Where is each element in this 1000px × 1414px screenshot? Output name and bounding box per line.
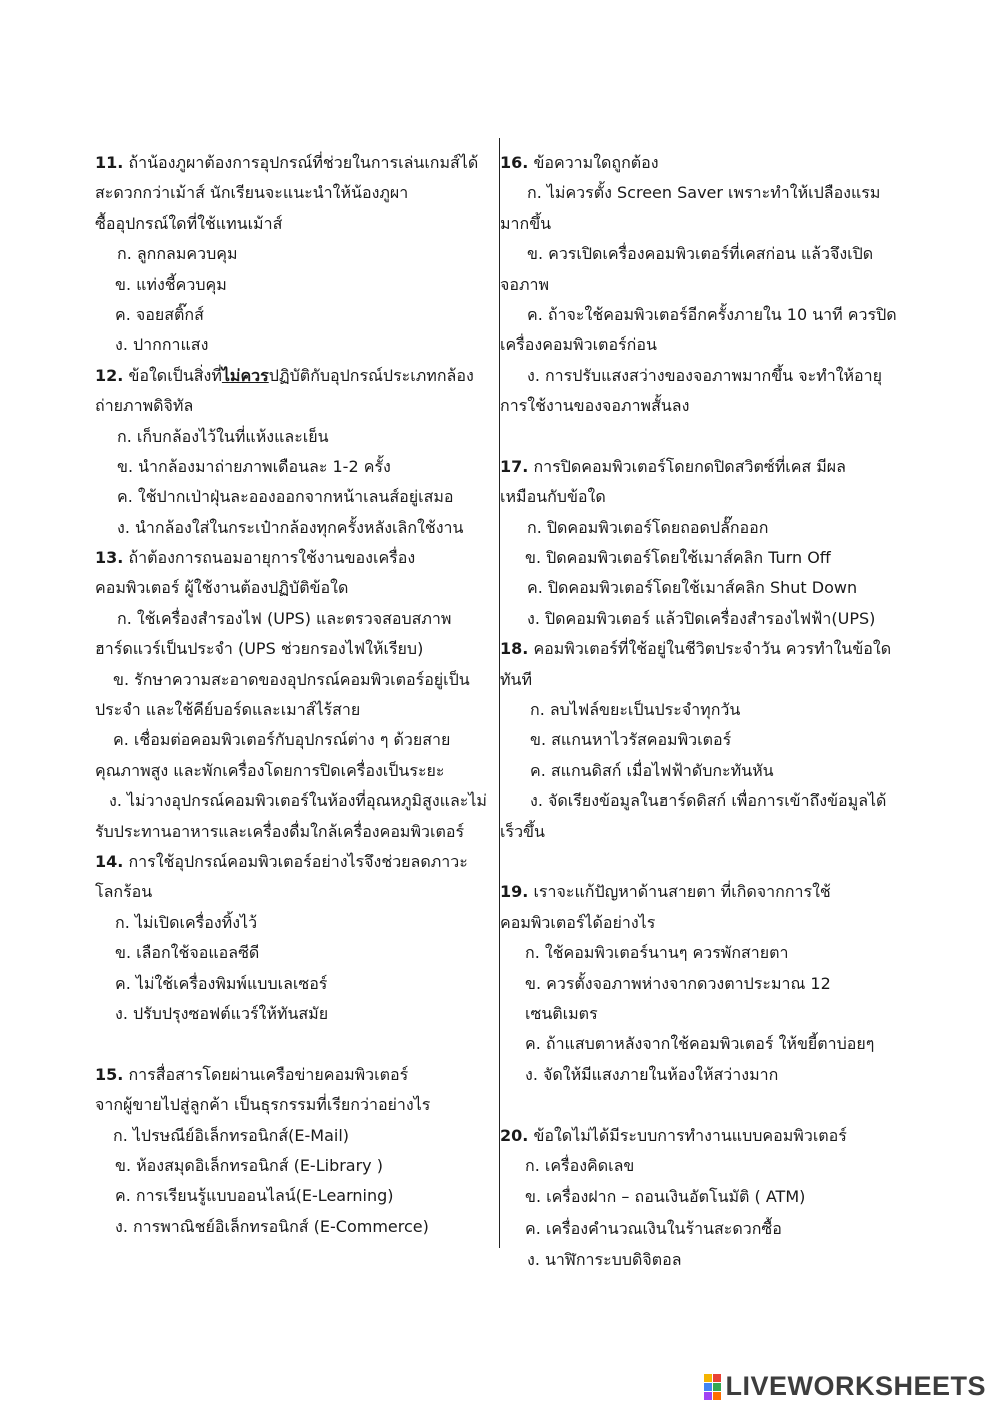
choice-c[interactable]: ค. ถ้าจะใช้คอมพิวเตอร์อีกครั้งภายใน 10 นาที ควรปิด xyxy=(527,304,897,324)
choice-c-cont: คุณภาพสูง และพักเครื่องโดยการปิดเครื่องเป็นระยะ xyxy=(95,760,445,780)
question-16 xyxy=(500,148,910,422)
question-18 xyxy=(500,634,910,847)
logo-tile xyxy=(704,1383,712,1391)
question-stem: ทันที xyxy=(500,669,533,689)
question-stem: ปฏิบัติกับอุปกรณ์ประเภทกล้อง xyxy=(268,365,474,385)
question-stem: การปิดคอมพิวเตอร์โดยกดปิดสวิตซ์ที่เคส มีผล xyxy=(533,456,846,476)
question-19 xyxy=(500,877,910,1090)
question-11 xyxy=(95,148,495,361)
choice-c[interactable]: ค. การเรียนรู้แบบออนไลน์(E-Learning) xyxy=(115,1186,394,1206)
question-stem: ถ่ายภาพดิจิทัล xyxy=(95,396,194,416)
question-number: 19. xyxy=(500,882,529,902)
choice-d[interactable]: ง. การปรับแสงสว่างของจอภาพมากขึ้น จะทำให้อายุ xyxy=(527,365,883,385)
choice-d[interactable]: ง. ไม่วางอุปกรณ์คอมพิวเตอร์ในห้องที่อุณหภูมิสูงและไม่ xyxy=(109,791,487,811)
question-stem: ข้อใดเป็นสิ่งที่ xyxy=(128,365,222,385)
question-20 xyxy=(500,1121,910,1276)
question-number: 11. xyxy=(95,153,124,172)
question-stem: โลกร้อน xyxy=(95,882,153,902)
question-stem: ซื้ออุปกรณ์ใดที่ใช้แทนเม้าส์ xyxy=(95,213,283,233)
choice-a[interactable]: ก. ไม่เปิดเครื่องทิ้งไว้ xyxy=(115,912,258,932)
choice-b[interactable]: ข. สแกนหาไวรัสคอมพิวเตอร์ xyxy=(530,730,732,750)
choice-b[interactable]: ข. รักษาความสะอาดของอุปกรณ์คอมพิวเตอร์อยู่เป็น xyxy=(113,669,470,689)
question-number: 16. xyxy=(500,153,529,172)
choice-b[interactable]: ข. เครื่องฝาก – ถอนเงินอัตโนมัติ ( ATM) xyxy=(525,1187,806,1207)
choice-d[interactable]: ง. ปิดคอมพิวเตอร์ แล้วปิดเครื่องสำรองไฟฟ้า(UPS) xyxy=(527,608,876,628)
choice-a[interactable]: ก. ปิดคอมพิวเตอร์โดยถอดปลั๊กออก xyxy=(527,517,769,537)
question-number: 17. xyxy=(500,456,529,476)
question-stem: คอมพิวเตอร์ ผู้ใช้งานต้องปฏิบัติข้อใด xyxy=(95,578,349,598)
question-stem: สะดวกกว่าเม้าส์ นักเรียนจะแนะนำให้น้องภูผา xyxy=(95,183,409,203)
question-stem: เหมือนกับข้อใด xyxy=(500,487,606,507)
question-stem: การสื่อสารโดยผ่านเครือข่ายคอมพิวเตอร์ xyxy=(128,1064,409,1084)
liveworksheets-logo xyxy=(704,1371,986,1402)
question-stem: การใช้อุปกรณ์คอมพิวเตอร์อย่างไรจึงช่วยลดภาวะ xyxy=(128,851,468,871)
choice-c[interactable]: ค. ปิดคอมพิวเตอร์โดยใช้เมาส์คลิก Shut Down xyxy=(527,578,858,598)
question-stem: ถ้าต้องการถนอมอายุการใช้งานของเครื่อง xyxy=(128,548,416,568)
question-number: 18. xyxy=(500,639,529,659)
liveworksheets-logo-text: LIVEWORKSHEETS xyxy=(725,1371,986,1401)
logo-tile xyxy=(713,1383,721,1391)
choice-d[interactable]: ง. ปรับปรุงซอฟต์แวร์ให้ทันสมัย xyxy=(115,1003,329,1023)
choice-b-cont: เซนติเมตร xyxy=(525,1003,598,1023)
choice-d-cont: การใช้งานของจอภาพสั้นลง xyxy=(500,396,690,416)
logo-tile xyxy=(704,1374,712,1382)
choice-d[interactable]: ง. การพาณิชย์อิเล็กทรอนิกส์ (E-Commerce) xyxy=(115,1216,429,1236)
choice-b-cont: จอภาพ xyxy=(500,274,550,294)
question-number: 14. xyxy=(95,851,124,871)
choice-b[interactable]: ข. ควรเปิดเครื่องคอมพิวเตอร์ที่เคสก่อน แล้วจึงเปิด xyxy=(527,244,874,264)
choice-c[interactable]: ค. ใช้ปากเป่าฝุ่นละอองออกจากหน้าเลนส์อยู่เสมอ xyxy=(117,487,454,507)
choice-c[interactable]: ค. ถ้าแสบตาหลังจากใช้คอมพิวเตอร์ ให้ขยี้ตาบ่อยๆ xyxy=(525,1034,875,1054)
question-17 xyxy=(500,452,910,634)
question-14 xyxy=(95,847,495,1029)
question-stem: คอมพิวเตอร์ได้อย่างไร xyxy=(500,912,656,932)
choice-b[interactable]: ข. ห้องสมุดอิเล็กทรอนิกส์ (E-Library ) xyxy=(115,1155,383,1175)
question-stem: เราจะแก้ปัญหาด้านสายตา ที่เกิดจากการใช้ xyxy=(533,882,831,902)
choice-d[interactable]: ง. ปากกาแสง xyxy=(115,335,209,355)
question-13 xyxy=(95,543,495,847)
choice-a-cont: ฮาร์ดแวร์เป็นประจำ (UPS ช่วยกรองไฟให้เรียบ) xyxy=(95,639,424,659)
choice-a[interactable]: ก. ลูกกลมควบคุม xyxy=(117,244,238,264)
question-number: 12. xyxy=(95,365,124,385)
choice-b[interactable]: ข. ควรตั้งจอภาพห่างจากดวงตาประมาณ 12 xyxy=(525,973,831,993)
liveworksheets-logo-icon xyxy=(704,1374,721,1400)
question-stem: ข้อความใดถูกต้อง xyxy=(533,153,659,172)
question-12 xyxy=(95,361,495,543)
choice-d[interactable]: ง. นำกล้องใส่ในกระเป๋ากล้องทุกครั้งหลังเลิกใช้งาน xyxy=(117,517,464,537)
choice-d[interactable]: ง. นาฬิการะบบดิจิตอล xyxy=(527,1250,682,1270)
choice-b[interactable]: ข. เลือกใช้จอแอลซีดี xyxy=(115,943,260,963)
choice-a[interactable]: ก. ไม่ควรตั้ง Screen Saver เพราะทำให้เปลืองแรม xyxy=(527,183,881,203)
question-number: 13. xyxy=(95,548,124,568)
choice-c[interactable]: ค. เครื่องคำนวณเงินในร้านสะดวกซื้อ xyxy=(525,1219,782,1239)
choice-b[interactable]: ข. นำกล้องมาถ่ายภาพเดือนละ 1-2 ครั้ง xyxy=(117,456,391,476)
question-stem: ถ้าน้องภูผาต้องการอุปกรณ์ที่ช่วยในการเล่นเกมส์ได้ xyxy=(128,153,479,172)
choice-d[interactable]: ง. จัดให้มีแสงภายในห้องให้สว่างมาก xyxy=(525,1064,779,1084)
choice-a[interactable]: ก. ใช้เครื่องสำรองไฟ (UPS) และตรวจสอบสภาพ xyxy=(117,608,452,628)
question-stem: ข้อใดไม่ได้มีระบบการทำงานแบบคอมพิวเตอร์ xyxy=(533,1125,847,1145)
left-column xyxy=(95,148,495,1242)
choice-a[interactable]: ก. เก็บกล้องไว้ในที่แห้งและเย็น xyxy=(117,426,329,446)
logo-tile xyxy=(713,1392,721,1400)
choice-b[interactable]: ข. แท่งชี้ควบคุม xyxy=(115,274,227,294)
choice-a[interactable]: ก. ใช้คอมพิวเตอร์นานๆ ควรพักสายตา xyxy=(525,943,789,963)
choice-c[interactable]: ค. เชื่อมต่อคอมพิวเตอร์กับอุปกรณ์ต่าง ๆ ด้วยสาย xyxy=(113,730,451,750)
choice-b[interactable]: ข. ปิดคอมพิวเตอร์โดยใช้เมาส์คลิก Turn Off xyxy=(525,548,831,568)
question-number: 15. xyxy=(95,1064,124,1084)
choice-a[interactable]: ก. ลบไฟล์ขยะเป็นประจำทุกวัน xyxy=(530,700,741,720)
choice-d-cont: รับประทานอาหารและเครื่องดื่มใกล้เครื่องคอมพิวเตอร์ xyxy=(95,821,465,841)
choice-c[interactable]: ค. สแกนดิสก์ เมื่อไฟฟ้าดับกะทันหัน xyxy=(530,760,774,780)
question-15 xyxy=(95,1060,495,1242)
choice-a[interactable]: ก. เครื่องคิดเลข xyxy=(525,1155,635,1175)
question-number: 20. xyxy=(500,1125,529,1145)
logo-tile xyxy=(713,1374,721,1382)
choice-d[interactable]: ง. จัดเรียงข้อมูลในฮาร์ดดิสก์ เพื่อการเข้าถึงข้อมูลได้ xyxy=(530,791,887,811)
logo-tile xyxy=(704,1392,712,1400)
choice-c[interactable]: ค. ไม่ใช้เครื่องพิมพ์แบบเลเซอร์ xyxy=(115,973,328,993)
choice-b-cont: ประจำ และใช้คีย์บอร์ดและเมาส์ไร้สาย xyxy=(95,700,361,720)
choice-c[interactable]: ค. จอยสติ๊กส์ xyxy=(115,304,204,324)
choice-a[interactable]: ก. ไปรษณีย์อิเล็กทรอนิกส์(E-Mail) xyxy=(113,1125,349,1145)
choice-d-cont: เร็วขึ้น xyxy=(500,821,545,841)
choice-a-cont: มากขึ้น xyxy=(500,213,552,233)
emphasis-not: ไม่ควร xyxy=(221,365,269,385)
question-stem: จากผู้ขายไปสู่ลูกค้า เป็นธุรกรรมที่เรียกว่าอย่างไร xyxy=(95,1095,431,1115)
question-stem: คอมพิวเตอร์ที่ใช้อยู่ในชีวิตประจำวัน ควรทำในข้อใด xyxy=(533,639,892,659)
choice-c-cont: เครื่องคอมพิวเตอร์ก่อน xyxy=(500,335,657,355)
right-column xyxy=(500,148,910,1276)
